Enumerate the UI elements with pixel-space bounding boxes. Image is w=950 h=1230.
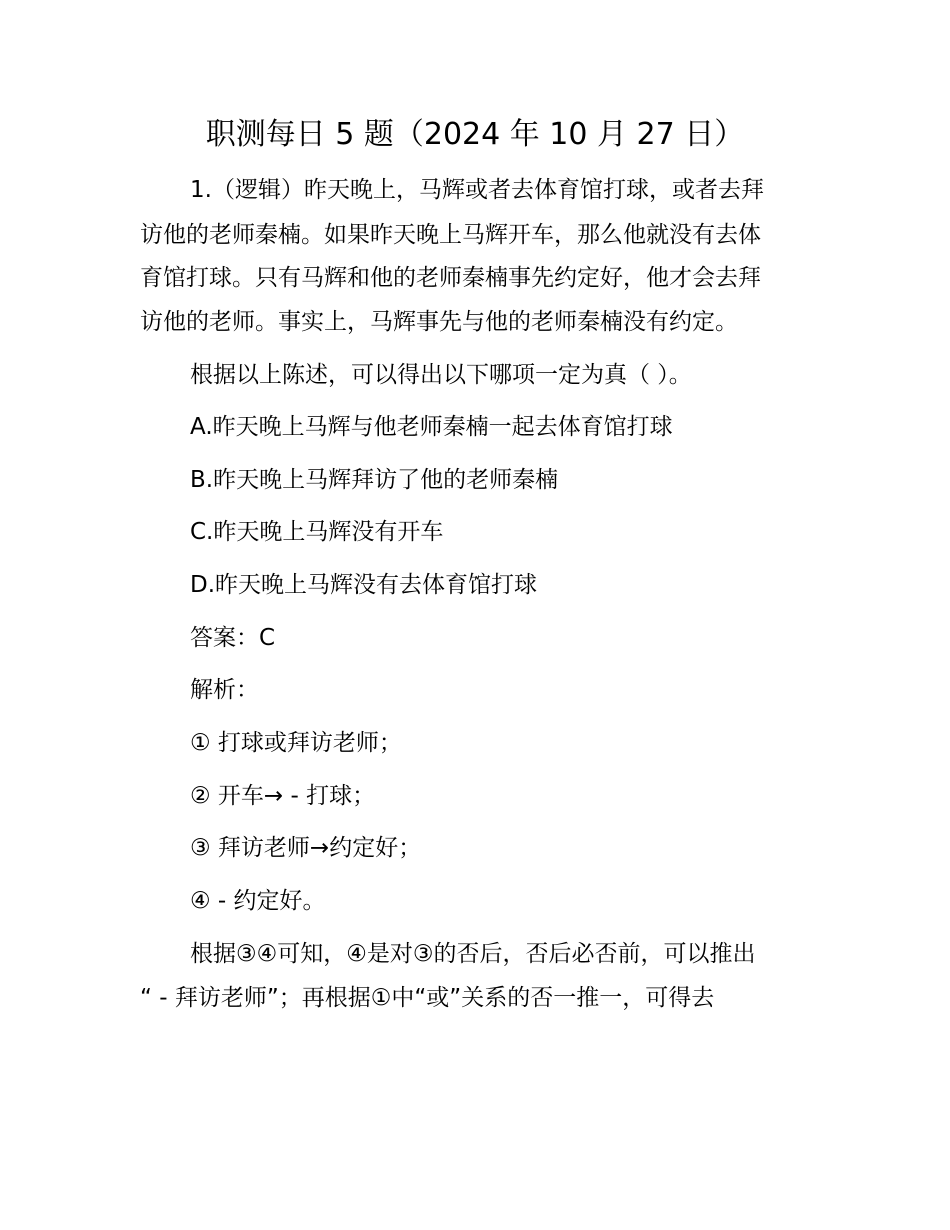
analysis-step-1: ① 打球或拜访老师； xyxy=(190,730,402,756)
analysis-step-2: ② 开车→ - 打球； xyxy=(190,783,376,809)
conclusion-line-1: 根据③④可知，④是对③的否后，否后必否前，可以推出 xyxy=(190,941,756,967)
question-stem-line-1: 1.（逻辑）昨天晚上，马辉或者去体育馆打球，或者去拜 xyxy=(190,177,764,203)
question-stem-line-3: 育馆打球。只有马辉和他的老师秦楠事先约定好，他才会去拜 xyxy=(140,265,761,291)
analysis-step-4: ④ - 约定好。 xyxy=(190,888,326,914)
document-title: 职测每日 5 题（2024 年 10 月 27 日） xyxy=(205,117,745,152)
analysis-label: 解析： xyxy=(190,677,259,703)
option-b: B.昨天晚上马辉拜访了他的老师秦楠 xyxy=(190,467,559,493)
question-stem-line-4: 访他的老师。事实上，马辉事先与他的老师秦楠没有约定。 xyxy=(140,309,738,335)
option-d: D.昨天晚上马辉没有去体育馆打球 xyxy=(190,572,538,598)
option-a: A.昨天晚上马辉与他老师秦楠一起去体育馆打球 xyxy=(190,414,673,440)
option-c: C.昨天晚上马辉没有开车 xyxy=(190,519,444,545)
question-stem-line-2: 访他的老师秦楠。如果昨天晚上马辉开车，那么他就没有去体 xyxy=(140,222,761,248)
answer-line: 答案：C xyxy=(190,625,276,651)
analysis-step-3: ③ 拜访老师→约定好； xyxy=(190,835,422,861)
conclusion-line-2: “ - 拜访老师”；再根据①中“或”关系的否一推一，可得去 xyxy=(140,985,715,1011)
question-prompt: 根据以上陈述，可以得出以下哪项一定为真（ ）。 xyxy=(190,362,692,388)
